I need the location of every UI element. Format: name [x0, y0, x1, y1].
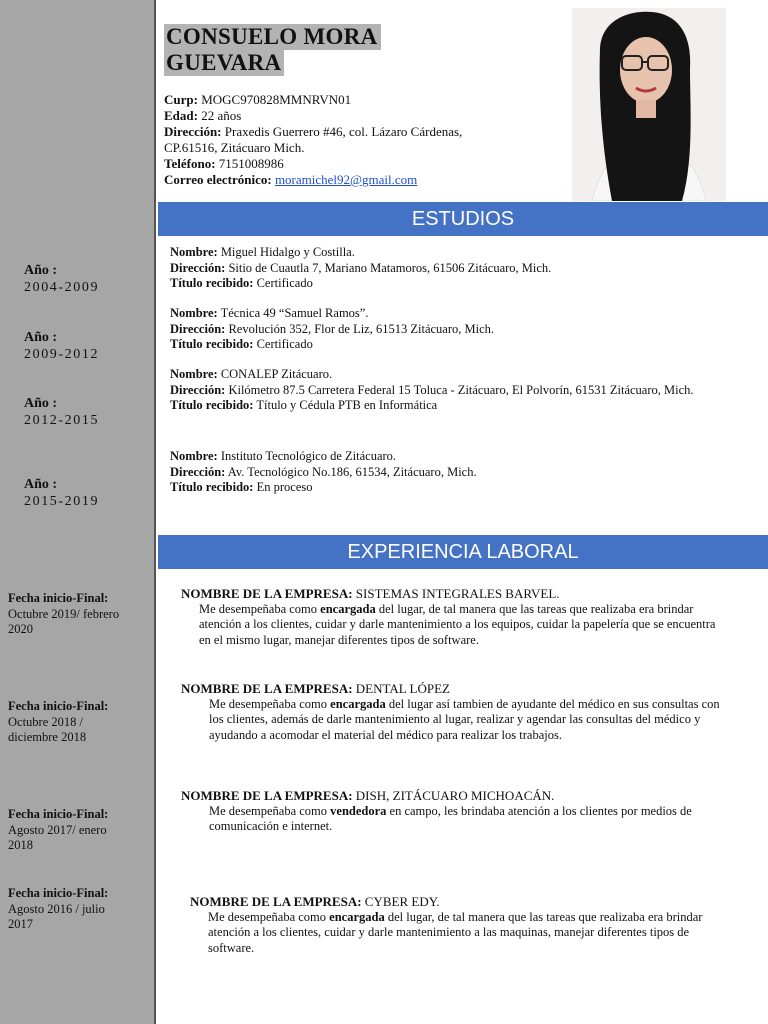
- fecha-label: Fecha inicio-Final:: [8, 699, 109, 713]
- year-block: [24, 263, 99, 296]
- desc-text: del lugar, de tal manera que las tareas que realizaba era brindar atención a los clientes, cuidar y darle mantenimiento a las maquinas, manejar diferentes tipos de software.: [208, 909, 703, 955]
- fecha-label: Fecha inicio-Final:: [8, 886, 109, 900]
- year-label: Año :: [24, 477, 58, 492]
- correo-label: Correo electrónico:: [164, 172, 272, 187]
- year-label: Año :: [24, 396, 58, 411]
- desc-text: del lugar así tambien de ayudante del médico en sus consultas con los clientes, además de darle mantenimiento al lugar, realizar y agendar las consultas del médico y ayudando a acomodar el material del médico para realizar los trabajos.: [209, 696, 720, 742]
- nombre-label: Nombre:: [170, 245, 218, 259]
- company-name: CYBER EDY.: [364, 894, 440, 909]
- nombre-label: Nombre:: [170, 306, 218, 320]
- year-label: Año :: [24, 263, 58, 278]
- study-degree: En proceso: [256, 480, 313, 494]
- section-estudios: ESTUDIOS: [158, 202, 768, 236]
- year-block: [24, 477, 99, 510]
- date-line-2: 2018: [8, 838, 33, 852]
- study-address: Revolución 352, Flor de Liz, 61513 Zitácuaro, Mich.: [228, 321, 495, 336]
- fecha-label: Fecha inicio-Final:: [8, 591, 109, 605]
- study-entry: [170, 449, 750, 496]
- company-name: DENTAL LÓPEZ: [355, 681, 450, 696]
- edad-label: Edad:: [164, 108, 198, 123]
- study-degree: Certificado: [256, 337, 313, 351]
- job-role: encargada: [330, 696, 386, 711]
- telefono-label: Teléfono:: [164, 156, 216, 171]
- date-line-2: 2020: [8, 622, 33, 636]
- date-line-1: Agosto 2017/ enero: [8, 822, 107, 837]
- titulo-label: Título recibido:: [170, 337, 254, 351]
- desc-text: del lugar, de tal manera que las tareas que realizaba era brindar atención a los clientes, cuidar y darle mantenimiento a los equipos, cuidar la papelería que se encuentra en el mismo lugar, manejar diferentes tipos de software.: [199, 601, 716, 647]
- date-line-2: diciembre 2018: [8, 730, 87, 744]
- job-description: [181, 602, 721, 649]
- direccion-label: Dirección:: [170, 382, 226, 397]
- date-line-1: Octubre 2018 /: [8, 714, 83, 729]
- study-name: Miguel Hidalgo y Costilla.: [220, 245, 355, 259]
- year-block: [24, 396, 99, 429]
- direccion-label: Dirección:: [170, 464, 226, 479]
- job-entry: [181, 788, 701, 835]
- job-role: encargada: [329, 909, 385, 924]
- date-block: [8, 886, 154, 933]
- titulo-label: Título recibido:: [170, 276, 254, 290]
- year-label: Año :: [24, 330, 58, 345]
- job-entry: [181, 586, 721, 648]
- nombre-label: Nombre:: [170, 449, 218, 463]
- job-role: encargada: [320, 601, 376, 616]
- titulo-label: Título recibido:: [170, 398, 254, 412]
- curp-label: Curp:: [164, 92, 198, 107]
- desc-text: Me desempeñaba como: [199, 601, 321, 616]
- job-entry: [181, 681, 721, 743]
- desc-text: Me desempeñaba como: [209, 696, 331, 711]
- date-line-2: 2017: [8, 917, 33, 931]
- telefono-value: 7151008986: [218, 156, 284, 171]
- study-entry: [170, 245, 750, 292]
- edad-value: 22 años: [201, 108, 242, 123]
- study-degree: Certificado: [256, 276, 313, 290]
- job-entry: [190, 894, 720, 956]
- titulo-label: Título recibido:: [170, 480, 254, 494]
- empresa-label: NOMBRE DE LA EMPRESA:: [181, 681, 353, 696]
- date-block: [8, 807, 154, 854]
- year-range: 2009-2012: [24, 347, 100, 362]
- candidate-name: [164, 24, 381, 76]
- email-link[interactable]: moramichel92@gmail.com: [274, 172, 418, 187]
- direccion-label: Dirección:: [170, 321, 226, 336]
- name-line-2: GUEVARA: [164, 50, 284, 76]
- curp-value: MOGC970828MMNRVN01: [201, 92, 352, 107]
- personal-info: [164, 92, 564, 188]
- direccion-value-1: Praxedis Guerrero #46, col. Lázaro Cárdenas,: [224, 124, 463, 139]
- study-degree: Título y Cédula PTB en Informática: [256, 398, 438, 412]
- job-description: [181, 804, 701, 835]
- study-entry: [170, 367, 740, 414]
- study-address: Sitio de Cuautla 7, Mariano Matamoros, 61506 Zitácuaro, Mich.: [228, 260, 552, 275]
- empresa-label: NOMBRE DE LA EMPRESA:: [181, 788, 353, 803]
- desc-text: Me desempeñaba como: [208, 909, 330, 924]
- direccion-value-2: CP.61516, Zitácuaro Mich.: [164, 140, 305, 155]
- year-range: 2004-2009: [24, 280, 100, 295]
- date-line-1: Agosto 2016 / julio: [8, 901, 105, 916]
- empresa-label: NOMBRE DE LA EMPRESA:: [190, 894, 362, 909]
- year-block: [24, 330, 99, 363]
- left-sidebar: [0, 0, 156, 1024]
- name-line-1: CONSUELO MORA: [164, 24, 381, 50]
- year-range: 2012-2015: [24, 413, 100, 428]
- study-entry: [170, 306, 750, 353]
- desc-text: en campo, les brindaba atención a los clientes por medios de comunicación e internet.: [209, 803, 692, 833]
- company-name: SISTEMAS INTEGRALES BARVEL.: [355, 586, 560, 601]
- profile-photo: [572, 8, 726, 201]
- date-block: [8, 699, 154, 746]
- job-description: [181, 697, 721, 744]
- section-experiencia: EXPERIENCIA LABORAL: [158, 535, 768, 569]
- date-line-1: Octubre 2019/ febrero: [8, 606, 120, 621]
- date-block: [8, 591, 154, 638]
- study-name: CONALEP Zitácuaro.: [220, 367, 333, 381]
- job-description: [190, 910, 720, 957]
- company-name: DISH, ZITÁCUARO MICHOACÁN.: [355, 788, 555, 803]
- job-role: vendedora: [330, 803, 387, 818]
- study-address: Kilómetro 87.5 Carretera Federal 15 Toluca - Zitácuaro, El Polvorín, 61531 Zitácuaro, Mich.: [228, 382, 694, 397]
- nombre-label: Nombre:: [170, 367, 218, 381]
- year-range: 2015-2019: [24, 494, 100, 509]
- study-name: Instituto Tecnológico de Zitácuaro.: [220, 449, 397, 463]
- direccion-label: Dirección:: [170, 260, 226, 275]
- empresa-label: NOMBRE DE LA EMPRESA:: [181, 586, 353, 601]
- direccion-label: Dirección:: [164, 124, 222, 139]
- fecha-label: Fecha inicio-Final:: [8, 807, 109, 821]
- study-name: Técnica 49 “Samuel Ramos”.: [220, 306, 369, 320]
- study-address: Av. Tecnológico No.186, 61534, Zitácuaro, Mich.: [227, 464, 477, 479]
- desc-text: Me desempeñaba como: [209, 803, 331, 818]
